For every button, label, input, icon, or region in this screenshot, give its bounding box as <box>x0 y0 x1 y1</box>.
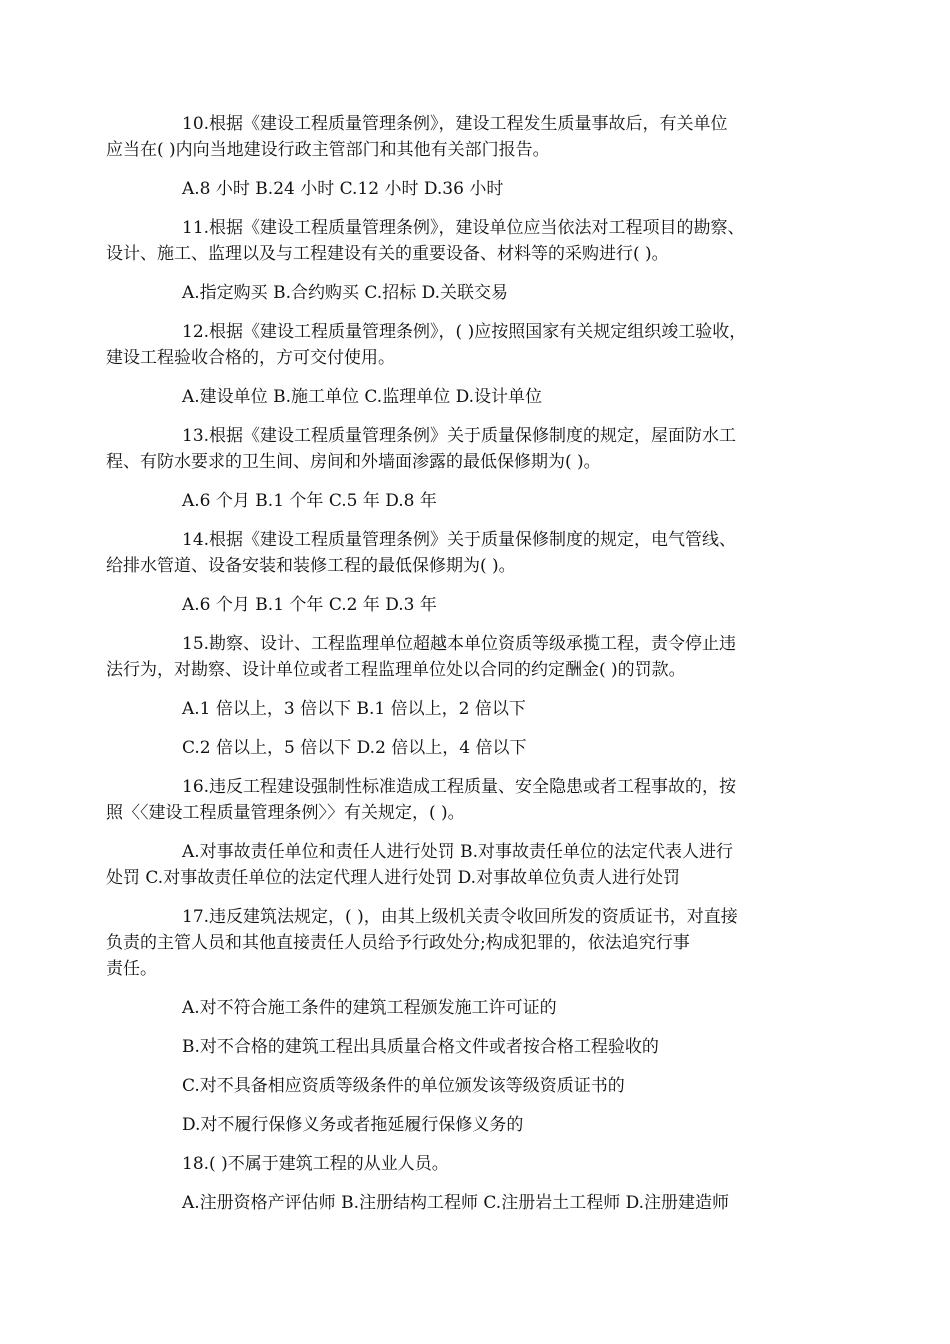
text-line: 程、有防水要求的卫生间、房间和外墙面渗露的最低保修期为( )。 <box>106 452 601 472</box>
options-14 <box>144 592 806 618</box>
text-line: 责任。 <box>106 959 157 979</box>
text-line: 给排水管道、设备安装和装修工程的最低保修期为( )。 <box>106 556 516 576</box>
options-15-ab <box>144 696 806 722</box>
question-17 <box>106 904 806 982</box>
text-line: A.6 个月 B.1 个年 C.5 年 D.8 年 <box>182 491 437 511</box>
question-13 <box>106 423 806 475</box>
text-line: 处罚 C.对事故责任单位的法定代理人进行处罚 D.对事故单位负责人进行处罚 <box>106 868 681 888</box>
text-line: A.对不符合施工条件的建筑工程颁发施工许可证的 <box>182 998 557 1018</box>
text-line: A.8 小时 B.24 小时 C.12 小时 D.36 小时 <box>182 179 504 199</box>
text-line: D.对不履行保修义务或者拖延履行保修义务的 <box>182 1115 524 1135</box>
option-17-b <box>144 1034 806 1060</box>
question-16 <box>106 774 806 826</box>
question-18 <box>144 1151 806 1177</box>
text-line: 照〈〈建设工程质量管理条例〉〉有关规定，( )。 <box>106 803 465 823</box>
text-line: A.指定购买 B.合约购买 C.招标 D.关联交易 <box>182 283 509 303</box>
text-line: 负责的主管人员和其他直接责任人员给予行政处分;构成犯罪的，依法追究行事 <box>106 933 690 953</box>
option-17-d <box>144 1112 806 1138</box>
text-line: 15.勘察、设计、工程监理单位超越本单位资质等级承揽工程，责令停止违 <box>182 634 737 654</box>
text-line: 12.根据《建设工程质量管理条例》，( )应按照国家有关规定组织竣工验收， <box>182 322 747 342</box>
question-11 <box>106 215 806 267</box>
text-line: A.6 个月 B.1 个年 C.2 年 D.3 年 <box>182 595 437 615</box>
question-14 <box>106 527 806 579</box>
question-12 <box>106 319 806 371</box>
text-line: 应当在( )内向当地建设行政主管部门和其他有关部门报告。 <box>106 140 550 160</box>
text-line: 11.根据《建设工程质量管理条例》，建设单位应当依法对工程项目的勘察、 <box>182 218 745 238</box>
options-11 <box>144 280 806 306</box>
text-line: 设计、施工、监理以及与工程建设有关的重要设备、材料等的采购进行( )。 <box>106 244 669 264</box>
option-17-a <box>144 995 806 1021</box>
text-line: 10.根据《建设工程质量管理条例》，建设工程发生质量事故后，有关单位 <box>182 114 728 134</box>
question-15 <box>106 631 806 683</box>
text-line: A.注册资格产评估师 B.注册结构工程师 C.注册岩土工程师 D.注册建造师 <box>182 1193 730 1213</box>
text-line: 17.违反建筑法规定，( )，由其上级机关责令收回所发的资质证书，对直接 <box>182 907 738 927</box>
text-line: C.2 倍以上，5 倍以下 D.2 倍以上，4 倍以下 <box>182 738 527 758</box>
options-18 <box>144 1190 806 1216</box>
option-17-c <box>144 1073 806 1099</box>
question-10 <box>106 111 806 163</box>
options-10 <box>144 176 806 202</box>
text-line: 建设工程验收合格的，方可交付使用。 <box>106 348 395 368</box>
text-line: 14.根据《建设工程质量管理条例》关于质量保修制度的规定，电气管线、 <box>182 530 737 550</box>
text-line: B.对不合格的建筑工程出具质量合格文件或者按合格工程验收的 <box>182 1037 659 1057</box>
options-13 <box>144 488 806 514</box>
options-16 <box>106 839 806 891</box>
text-line: 法行为，对勘察、设计单位或者工程监理单位处以合同的约定酬金( )的罚款。 <box>106 660 686 680</box>
text-line: A.1 倍以上，3 倍以下 B.1 倍以上，2 倍以下 <box>182 699 526 719</box>
text-line: 18.( )不属于建筑工程的从业人员。 <box>182 1154 449 1174</box>
options-12 <box>144 384 806 410</box>
text-line: C.对不具备相应资质等级条件的单位颁发该等级资质证书的 <box>182 1076 625 1096</box>
text-line: 16.违反工程建设强制性标准造成工程质量、安全隐患或者工程事故的，按 <box>182 777 737 797</box>
document-body <box>106 111 806 1229</box>
options-15-cd <box>144 735 806 761</box>
text-line: 13.根据《建设工程质量管理条例》关于质量保修制度的规定，屋面防水工 <box>182 426 737 446</box>
text-line: A.建设单位 B.施工单位 C.监理单位 D.设计单位 <box>182 387 543 407</box>
text-line: A.对事故责任单位和责任人进行处罚 B.对事故责任单位的法定代表人进行 <box>182 842 733 862</box>
